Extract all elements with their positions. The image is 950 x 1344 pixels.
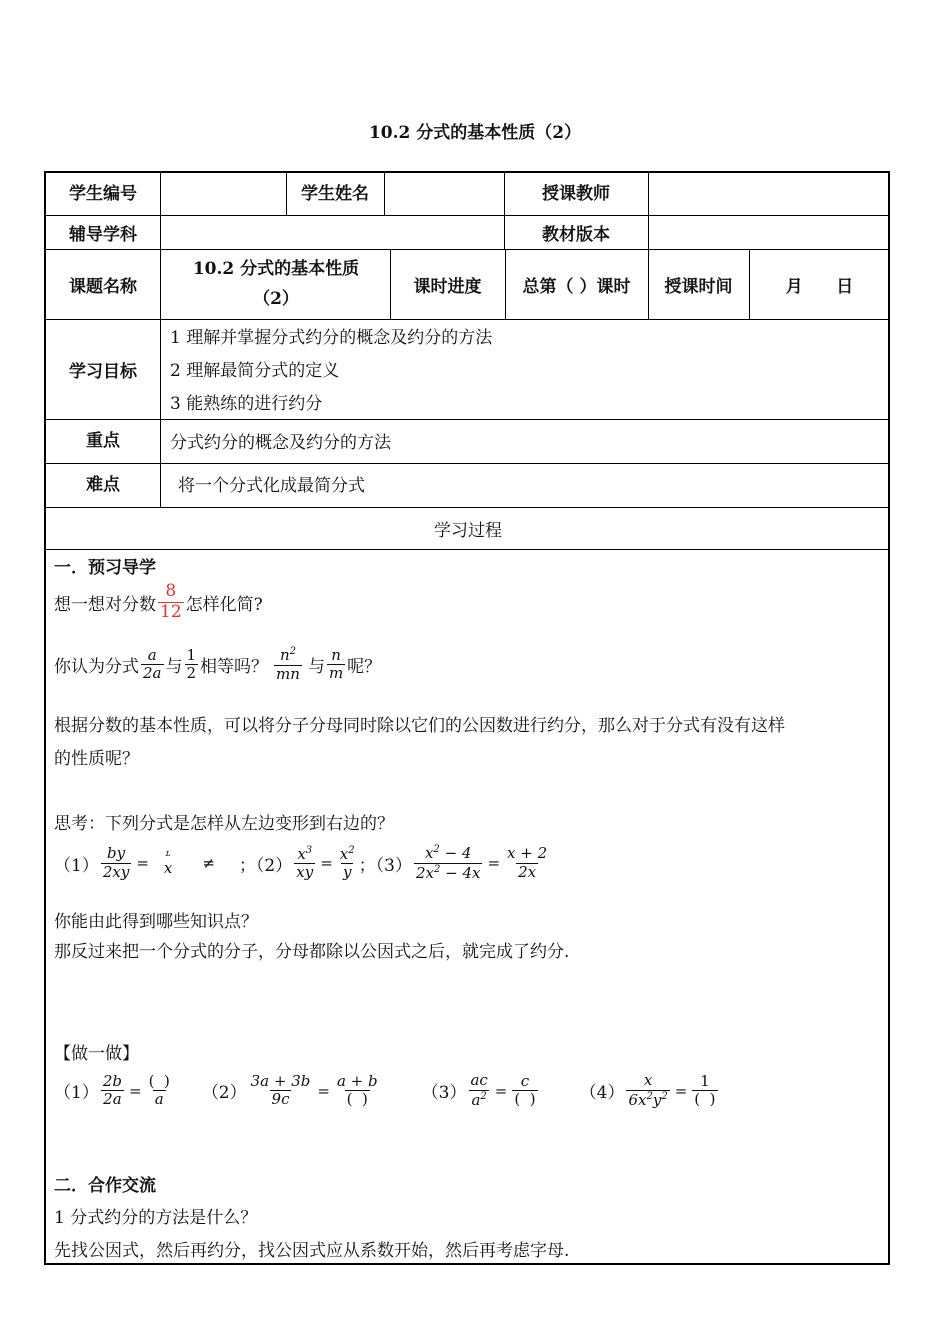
goal-item-3: 3 能熟练的进行约分 bbox=[170, 394, 323, 414]
q2-and-2: 与 bbox=[307, 657, 325, 678]
practice-3-right: $\frac{c}{( )}$ bbox=[514, 1071, 536, 1109]
q2-and-1: 与 bbox=[165, 657, 183, 678]
practice-1-right: $\frac{( )}{a}$ bbox=[148, 1071, 170, 1109]
practice-heading: 【做一做】 bbox=[54, 1044, 139, 1064]
progress-label: 课时进度 bbox=[413, 276, 482, 297]
goals-label: 学习目标 bbox=[69, 361, 137, 382]
student-id-label: 学生编号 bbox=[69, 183, 137, 204]
q1-denominator: 12 bbox=[160, 601, 182, 622]
fraction-a-over-2a: $\frac{a}{2a}$ bbox=[143, 645, 162, 683]
page-title: 10.2 分式的基本性质（2） bbox=[368, 123, 582, 143]
example-2-right: $\frac{x^2}{y}$ bbox=[339, 844, 355, 882]
paragraph-line-1: 根据分数的基本性质，可以将分子分母同时除以它们的公因数进行约分，那么对于分式有没有这样 bbox=[54, 716, 785, 736]
conclusion-text: 那反过来把一个分式的分子，分母都除以公因式之后，就完成了约分. bbox=[54, 942, 570, 962]
goal-item-1: 1 理解并掌握分式约分的概念及约分的方法 bbox=[170, 328, 493, 348]
goal-item-2: 2 理解最简分式的定义 bbox=[170, 361, 340, 381]
key-label: 重点 bbox=[86, 430, 120, 451]
q2-prefix: 你认为分式 bbox=[54, 657, 139, 678]
month-label: 月 bbox=[785, 276, 803, 297]
teacher-label: 授课教师 bbox=[542, 183, 610, 204]
topic-line-1: 10.2 分式的基本性质 bbox=[192, 259, 360, 279]
question-1 bbox=[54, 583, 263, 622]
topic-line-2: （2） bbox=[253, 289, 299, 309]
fraction-1-over-2: $\frac{1}{2}$ bbox=[186, 645, 197, 683]
example-label-2: ；（2） bbox=[238, 855, 293, 876]
time-label: 授课时间 bbox=[664, 276, 733, 297]
section1-heading: 一．预习导学 bbox=[54, 558, 156, 578]
process-heading: 学习过程 bbox=[434, 520, 502, 541]
day-label: 日 bbox=[836, 276, 854, 297]
practice-2-right: $\frac{a + b}{( )}$ bbox=[336, 1071, 378, 1109]
derive-question: 你能由此得到哪些知识点？ bbox=[54, 912, 258, 932]
practice-3-left: $\frac{ac}{a^2}$ bbox=[470, 1071, 488, 1109]
practice-4-right: $\frac{1}{( )}$ bbox=[694, 1071, 716, 1109]
lesson-plan-table bbox=[44, 171, 890, 1265]
subject-field[interactable] bbox=[162, 215, 504, 249]
practice-2-left: $\frac{3a + 3b}{9c}$ bbox=[250, 1071, 311, 1109]
examples-row: （1） $\frac{by}{2xy}$ = ʟ x ≠ ；（2） $\frac{x^3}{xy}$ = $\frac{x^2}{y}$ ；（3） $\frac{x^2 - 4}{2x^2 - 4x}$ = $\frac{x + 2}{2x}$ bbox=[54, 844, 548, 882]
example-1-left: $\frac{by}{2xy}$ bbox=[102, 844, 130, 881]
q1-suffix: 怎样化简? bbox=[185, 594, 263, 615]
key-text: 分式约分的概念及约分的方法 bbox=[170, 433, 391, 453]
difficulty-label: 难点 bbox=[86, 474, 120, 495]
practice-label-1: （1） bbox=[54, 1083, 99, 1104]
example-label-1: （1） bbox=[54, 855, 99, 876]
topic-value bbox=[162, 249, 390, 319]
fraction-n2-over-mn: $\frac{n^2}{mn}$ bbox=[276, 646, 300, 683]
practice-1-left: $\frac{2b}{2a}$ bbox=[102, 1071, 122, 1109]
time-value bbox=[749, 249, 890, 319]
example-2-left: $\frac{x^3}{xy}$ bbox=[296, 844, 314, 882]
fraction-8-12 bbox=[158, 583, 184, 622]
topic-label: 课题名称 bbox=[69, 276, 137, 297]
practice-label-4: （4） bbox=[579, 1083, 625, 1104]
fraction-n-over-m: $\frac{n}{m}$ bbox=[328, 645, 344, 683]
practice-label-3: （3） bbox=[421, 1083, 467, 1104]
teacher-field[interactable] bbox=[650, 173, 890, 215]
question-2 bbox=[54, 647, 381, 683]
progress-value: 总第（ ）课时 bbox=[522, 276, 631, 297]
student-name-label: 学生姓名 bbox=[301, 183, 369, 204]
practice-row: （1） $\frac{2b}{2a}$ = $\frac{( )}{a}$ （2） $\frac{3a + 3b}{9c}$ = $\frac{a + b}{( )}$ （3） $\frac{ac}{a^2}$ = $\frac{c}{( )}$ （4） $\frac{x}{6x^2y^2}$ = $\frac{1}{( )}$ bbox=[54, 1071, 716, 1109]
textbook-label: 教材版本 bbox=[542, 224, 610, 245]
section2-answer: 先找公因式，然后再约分，找公因式应从系数开始，然后再考虑字母. bbox=[54, 1241, 570, 1261]
q2-suffix: 呢？ bbox=[347, 657, 382, 678]
section2-question: 1 分式约分的方法是什么？ bbox=[54, 1208, 258, 1228]
difficulty-text: 将一个分式化成最简分式 bbox=[178, 476, 365, 496]
not-equal-mark: ≠ bbox=[202, 854, 215, 873]
student-id-field[interactable] bbox=[162, 173, 286, 215]
subject-label: 辅导学科 bbox=[69, 224, 137, 245]
section2-heading: 二．合作交流 bbox=[54, 1176, 156, 1196]
q1-prefix: 想一想对分数 bbox=[54, 594, 156, 615]
q1-numerator: 8 bbox=[165, 581, 177, 601]
practice-4-left: $\frac{x}{6x^2y^2}$ bbox=[628, 1071, 668, 1109]
example-3-left: $\frac{x^2 - 4}{2x^2 - 4x}$ bbox=[415, 844, 481, 882]
q2-middle: 相等吗？ bbox=[200, 657, 269, 678]
example-3-right: $\frac{x + 2}{2x}$ bbox=[507, 844, 548, 881]
example-1-right: ʟ x bbox=[163, 848, 173, 878]
practice-label-2: （2） bbox=[201, 1083, 247, 1104]
textbook-field[interactable] bbox=[650, 215, 890, 249]
think-prompt: 思考：下列分式是怎样从左边变形到右边的？ bbox=[54, 814, 394, 834]
example-label-3: ；（3） bbox=[358, 855, 412, 876]
student-name-field[interactable] bbox=[386, 173, 504, 215]
paragraph-line-2: 的性质呢？ bbox=[54, 749, 139, 769]
